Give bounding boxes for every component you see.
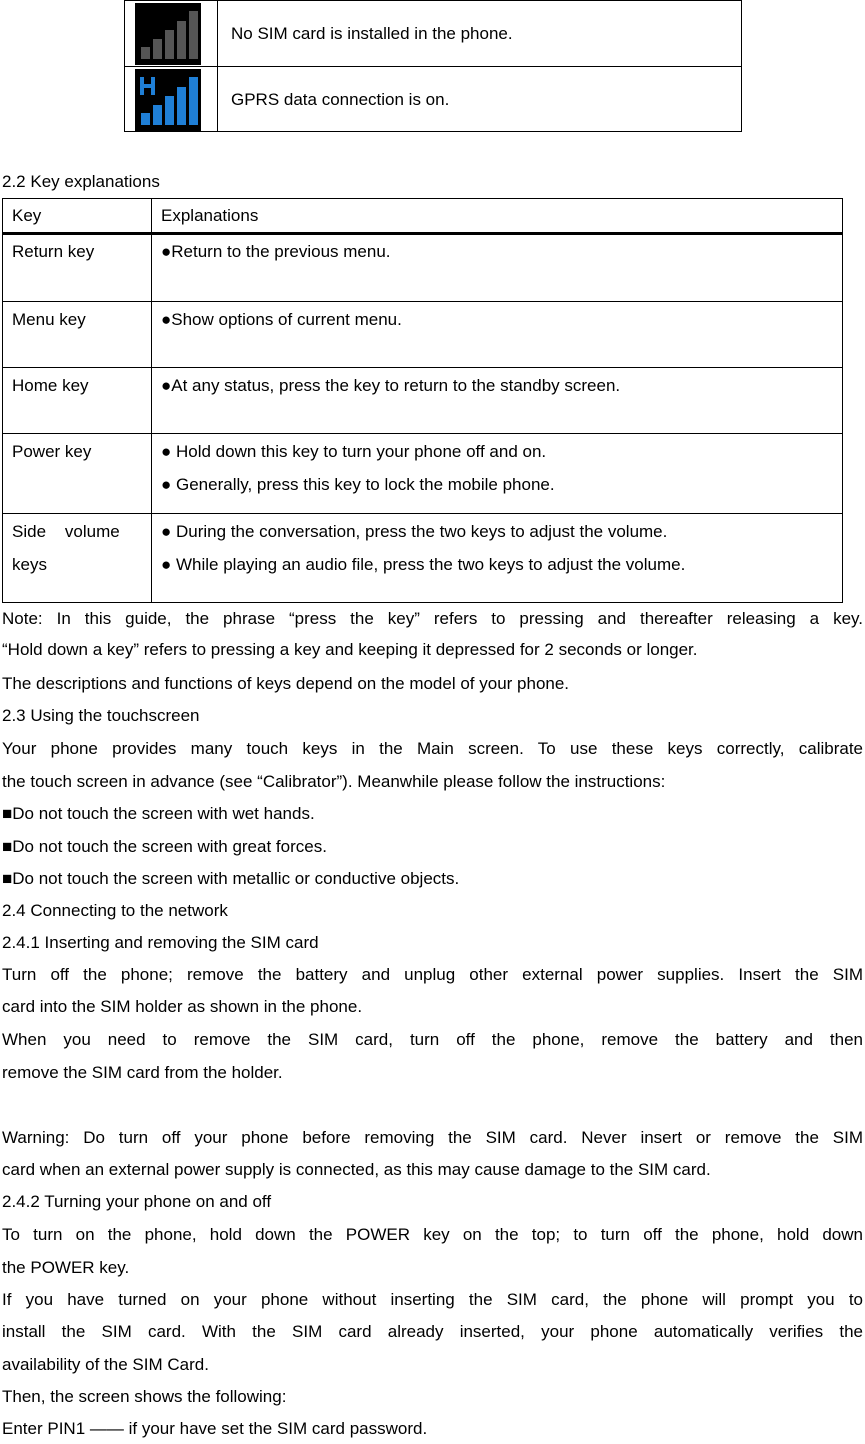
section-heading: 2.3 Using the touchscreen (2, 706, 200, 725)
body-text-line: “Hold down a key” refers to pressing a key and keeping it depressed for 2 seconds or longer. (2, 640, 698, 659)
gprs-signal-icon (135, 69, 201, 131)
table-explanation-cell: ● During the conversation, press the two keys to adjust the volume. (161, 522, 668, 541)
bullet-item: ■Do not touch the screen with wet hands. (2, 804, 315, 823)
signal-status-table (124, 0, 742, 132)
subsection-heading: 2.4.1 Inserting and removing the SIM card (2, 933, 319, 952)
table-divider (3, 301, 842, 302)
body-text-line: When you need to remove the SIM card, turn off the phone, remove the battery and then (2, 1030, 863, 1049)
table-divider (3, 367, 842, 368)
body-text-line: availability of the SIM Card. (2, 1355, 209, 1374)
body-text-line: If you have turned on your phone without inserting the SIM card, the phone will prompt you to (2, 1290, 863, 1309)
table-header-explanations: Explanations (161, 206, 259, 225)
table-header-key: Key (12, 206, 42, 225)
body-text-line: The descriptions and functions of keys depend on the model of your phone. (2, 674, 570, 693)
table-key-cell: Side volume (12, 522, 120, 541)
table-key-cell: Return key (12, 242, 95, 261)
table-explanation-cell: ●Show options of current menu. (161, 310, 402, 329)
key-explanations-table (2, 198, 843, 603)
table-divider (151, 199, 152, 602)
body-text-line: Turn off the phone; remove the battery and unplug other external power supplies. Insert the SIM (2, 965, 863, 984)
table-divider (3, 513, 842, 514)
body-text-line: Then, the screen shows the following: (2, 1387, 287, 1406)
table-key-cell: keys (12, 555, 47, 574)
section-heading: 2.4 Connecting to the network (2, 901, 228, 920)
bullet-item: ■Do not touch the screen with metallic or conductive objects. (2, 869, 460, 888)
section-heading: 2.2 Key explanations (2, 172, 160, 191)
warning-text-line: Warning: Do turn off your phone before removing the SIM card. Never insert or remove the SIM (2, 1128, 863, 1147)
table-key-cell: Menu key (12, 310, 86, 329)
signal-row-no-sim (125, 1, 741, 66)
signal-row-text: GPRS data connection is on. (231, 90, 450, 109)
table-explanation-cell: ● Generally, press this key to lock the mobile phone. (161, 475, 555, 494)
body-text-line: the touch screen in advance (see “Calibrator”). Meanwhile please follow the instructions: (2, 772, 666, 791)
body-text-line: To turn on the phone, hold down the POWER key on the top; to turn off the phone, hold down (2, 1225, 863, 1244)
bullet-item: ■Do not touch the screen with great forces. (2, 837, 327, 856)
table-divider (3, 232, 842, 235)
body-text-line: remove the SIM card from the holder. (2, 1063, 283, 1082)
table-explanation-cell: ●At any status, press the key to return to the standby screen. (161, 376, 621, 395)
warning-text-line: card when an external power supply is connected, as this may cause damage to the SIM card. (2, 1160, 711, 1179)
table-explanation-cell: ● Hold down this key to turn your phone off and on. (161, 442, 547, 461)
signal-row-gprs (125, 66, 741, 132)
table-divider (3, 433, 842, 434)
table-key-cell: Home key (12, 376, 89, 395)
subsection-heading: 2.4.2 Turning your phone on and off (2, 1192, 272, 1211)
blank-line (2, 1090, 863, 1121)
signal-row-text: No SIM card is installed in the phone. (231, 24, 513, 43)
table-explanation-cell: ● While playing an audio file, press the two keys to adjust the volume. (161, 555, 686, 574)
body-text-line: the POWER key. (2, 1258, 130, 1277)
body-text-line: card into the SIM holder as shown in the phone. (2, 997, 363, 1016)
no-sim-signal-icon (135, 3, 201, 65)
body-text-line: Enter PIN1 —— if your have set the SIM card password. (2, 1419, 428, 1438)
table-explanation-cell: ●Return to the previous menu. (161, 242, 391, 261)
table-key-cell: Power key (12, 442, 92, 461)
body-text-line: Note: In this guide, the phrase “press the key” refers to pressing and thereafter releasing a key. (2, 609, 863, 628)
body-text-line: Your phone provides many touch keys in the Main screen. To use these keys correctly, calibrate (2, 739, 863, 758)
body-text-line: install the SIM card. With the SIM card already inserted, your phone automatically verifies the (2, 1322, 863, 1341)
